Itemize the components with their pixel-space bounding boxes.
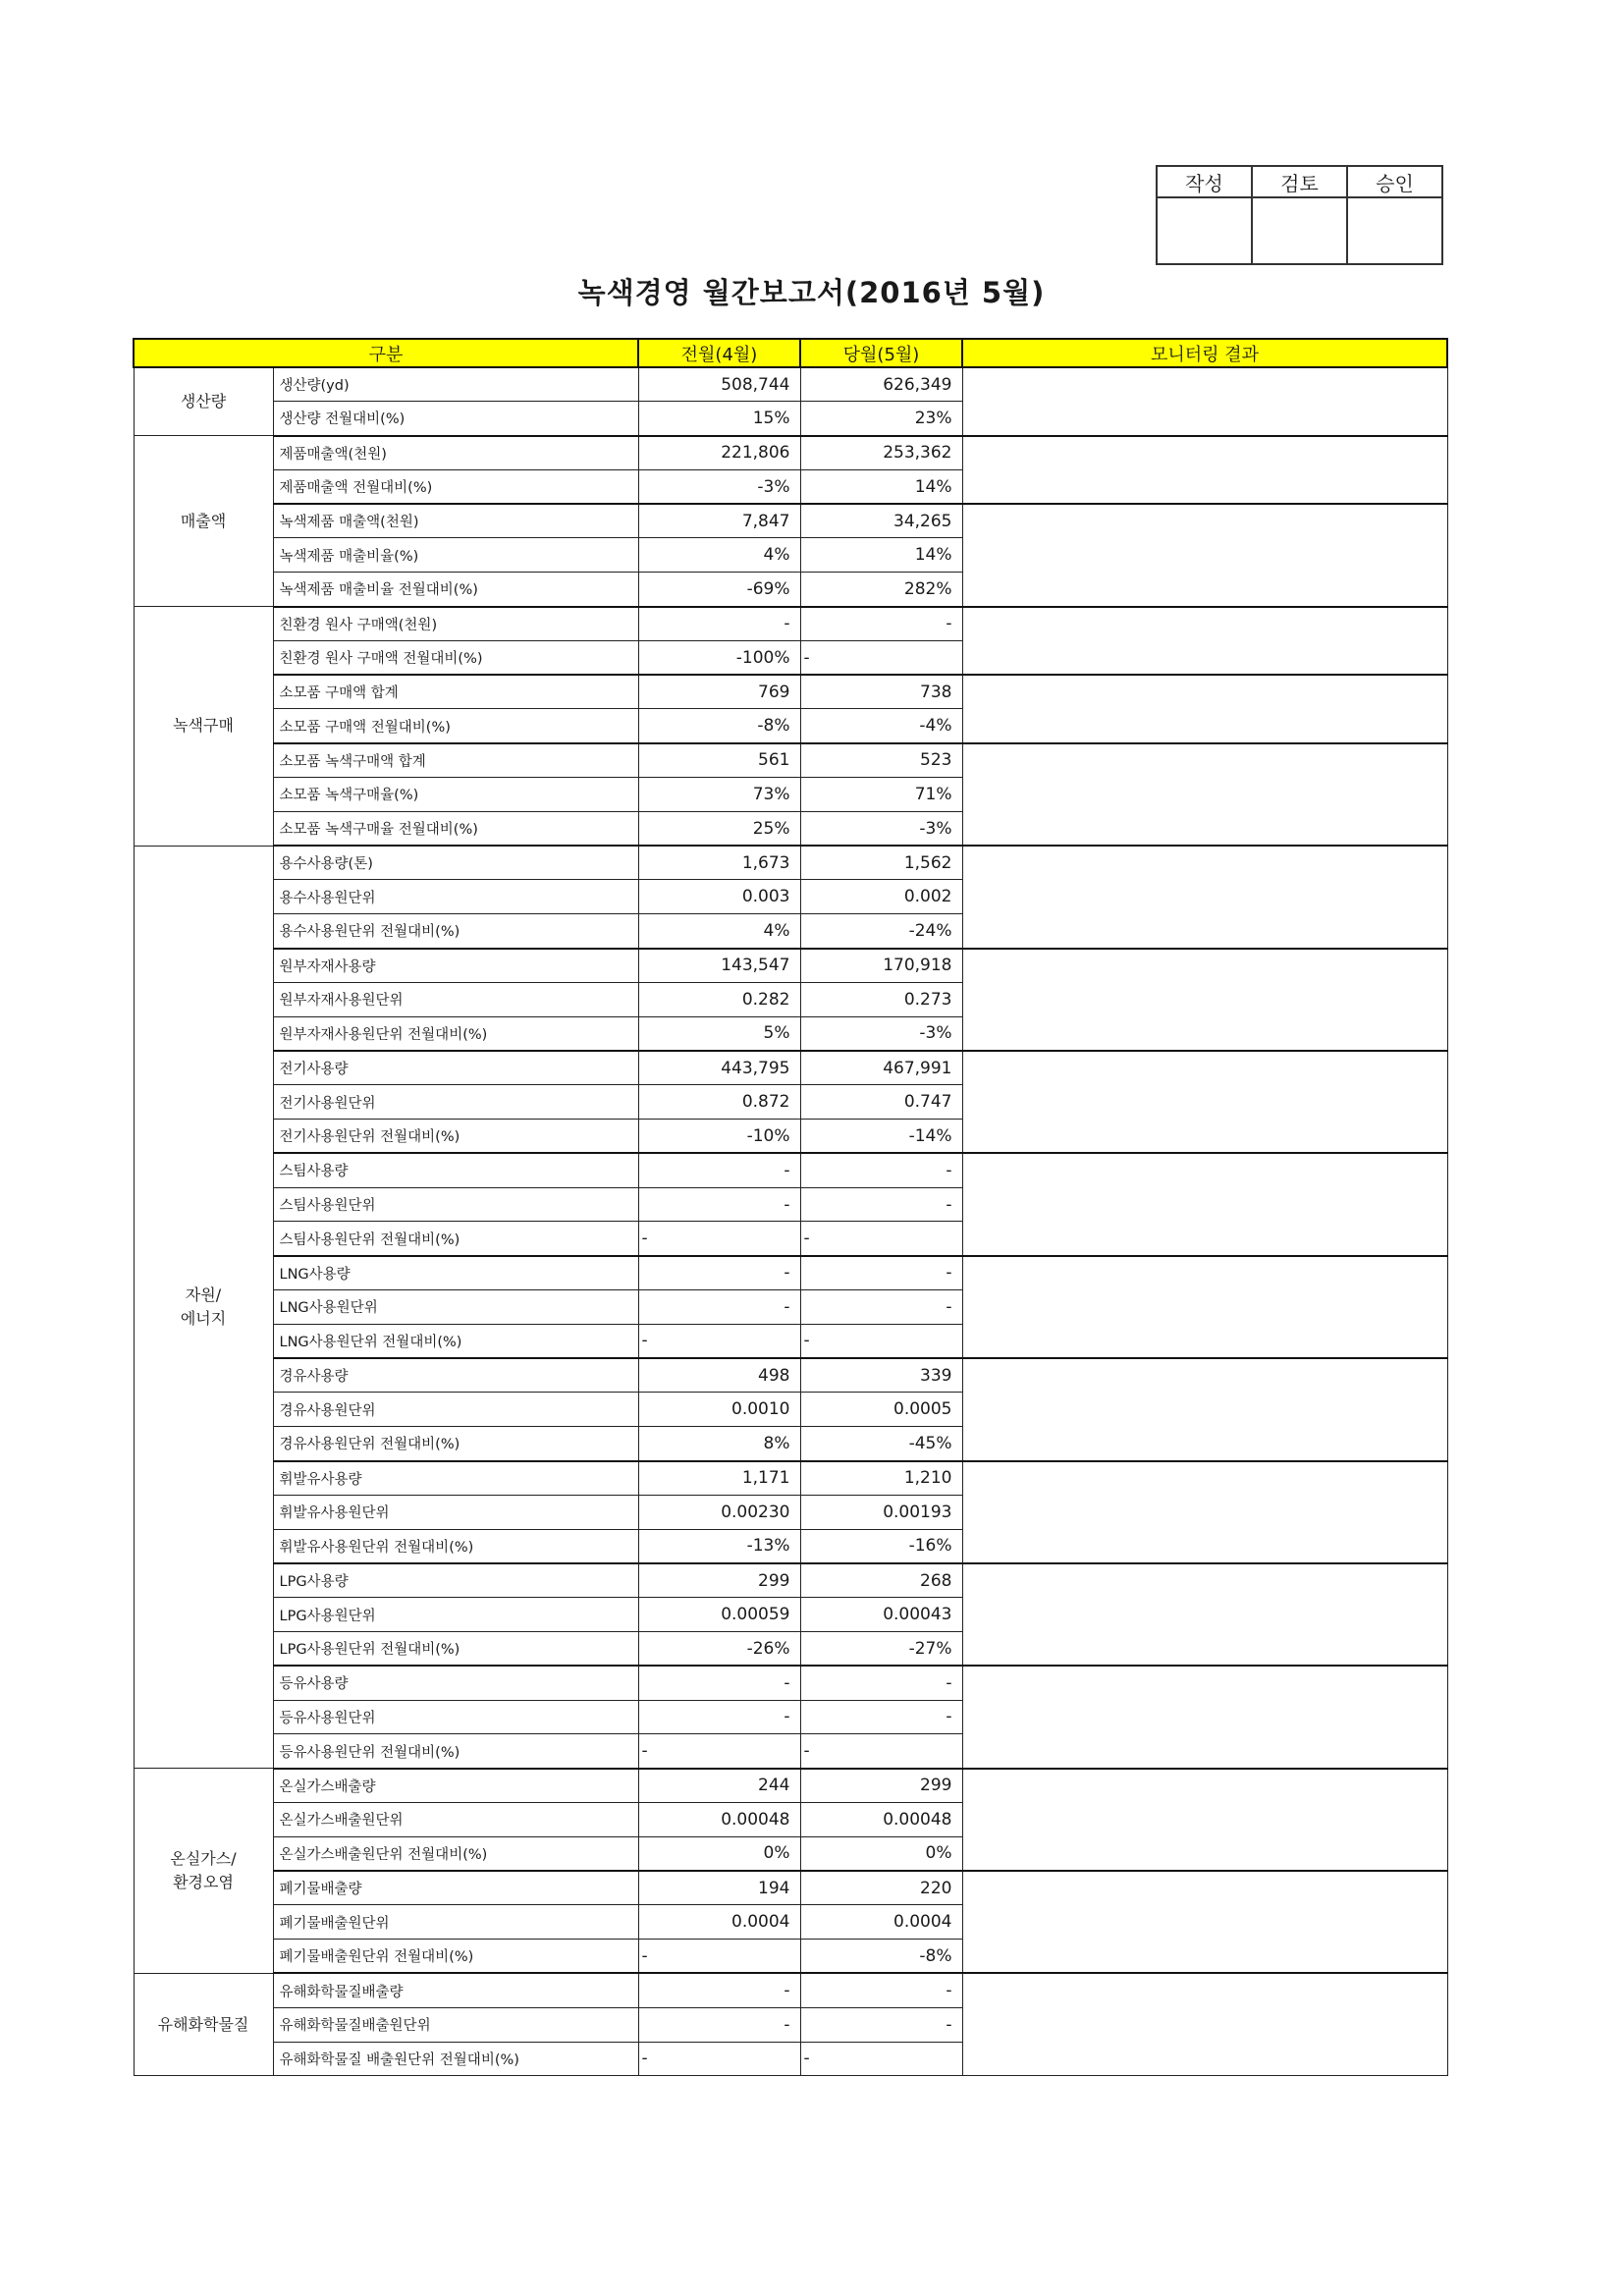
curr-month-value: 0.0004 — [800, 1905, 962, 1940]
curr-month-value: 0.747 — [800, 1085, 962, 1120]
item-label: 녹색제품 매출비율 전월대비(%) — [273, 573, 638, 607]
item-label: 휘발유사용원단위 — [273, 1495, 638, 1529]
prev-month-value: - — [638, 1940, 800, 1974]
item-label: 온실가스배출원단위 — [273, 1802, 638, 1836]
approval-header-author: 작성 — [1157, 166, 1252, 197]
prev-month-value: 0% — [638, 1836, 800, 1871]
item-label: 폐기물배출량 — [273, 1871, 638, 1905]
prev-month-value: - — [638, 1700, 800, 1734]
curr-month-value: 14% — [800, 538, 962, 573]
item-label: 용수사용원단위 — [273, 880, 638, 914]
prev-month-value: 0.872 — [638, 1085, 800, 1120]
page-title: 녹색경영 월간보고서(2016년 5월) — [577, 276, 1046, 309]
curr-month-value: - — [800, 640, 962, 675]
curr-month-value: 220 — [800, 1871, 962, 1905]
prev-month-value: 508,744 — [638, 367, 800, 402]
prev-month-value: 0.00048 — [638, 1802, 800, 1836]
table-row — [134, 1769, 1447, 1803]
item-label: 경유사용원단위 전월대비(%) — [273, 1427, 638, 1461]
header-monitoring: 모니터링 결과 — [962, 339, 1447, 367]
table-row — [134, 949, 1447, 983]
prev-month-value: - — [638, 1324, 800, 1358]
prev-month-value: - — [638, 2007, 800, 2042]
prev-month-value: 0.003 — [638, 880, 800, 914]
prev-month-value: - — [638, 1256, 800, 1290]
monitoring-result-cell — [962, 1358, 1447, 1460]
item-label: 친환경 원사 구매액 전월대비(%) — [273, 640, 638, 675]
item-label: 유해화학물질배출량 — [273, 1973, 638, 2007]
item-label: 전기사용원단위 전월대비(%) — [273, 1120, 638, 1154]
item-label: 온실가스배출량 — [273, 1769, 638, 1803]
prev-month-value: -10% — [638, 1120, 800, 1154]
curr-month-value: 0.0005 — [800, 1393, 962, 1427]
curr-month-value: - — [800, 1324, 962, 1358]
item-label: 온실가스배출원단위 전월대비(%) — [273, 1836, 638, 1871]
item-label: 유해화학물질배출원단위 — [273, 2007, 638, 2042]
category-cell-green-purchase: 녹색구매 — [134, 607, 273, 847]
table-row — [134, 1256, 1447, 1290]
prev-month-value: -13% — [638, 1529, 800, 1563]
item-label: LPG사용원단위 전월대비(%) — [273, 1631, 638, 1666]
prev-month-value: - — [638, 1290, 800, 1325]
curr-month-value: - — [800, 607, 962, 641]
curr-month-value: 0.002 — [800, 880, 962, 914]
approval-header-approve: 승인 — [1347, 166, 1442, 197]
table-row — [134, 436, 1447, 470]
monitoring-result-cell — [962, 1461, 1447, 1563]
prev-month-value: 1,171 — [638, 1461, 800, 1496]
item-label: 소모품 녹색구매율(%) — [273, 778, 638, 812]
prev-month-value: 7,847 — [638, 504, 800, 538]
prev-month-value: - — [638, 1187, 800, 1222]
curr-month-value: - — [800, 2042, 962, 2076]
curr-month-value: - — [800, 1666, 962, 1700]
item-label: LNG사용원단위 전월대비(%) — [273, 1324, 638, 1358]
prev-month-value: 1,673 — [638, 846, 800, 880]
monitoring-result-cell — [962, 949, 1447, 1051]
curr-month-value: -14% — [800, 1120, 962, 1154]
table-row — [134, 1051, 1447, 1085]
monitoring-result-cell — [962, 743, 1447, 846]
category-cell-ghg: 온실가스/ 환경오염 — [134, 1769, 273, 1974]
header-category: 구분 — [134, 339, 638, 367]
curr-month-value: 0.00193 — [800, 1495, 962, 1529]
item-label: LNG사용원단위 — [273, 1290, 638, 1325]
table-row — [134, 1358, 1447, 1393]
prev-month-value: -3% — [638, 469, 800, 504]
item-label: 소모품 녹색구매액 합계 — [273, 743, 638, 778]
item-label: LPG사용원단위 — [273, 1598, 638, 1632]
item-label: LNG사용량 — [273, 1256, 638, 1290]
report-body — [134, 367, 1447, 2076]
prev-month-value: - — [638, 1222, 800, 1256]
table-row — [134, 846, 1447, 880]
item-label: 녹색제품 매출액(천원) — [273, 504, 638, 538]
item-label: 휘발유사용량 — [273, 1461, 638, 1496]
item-label: LPG사용량 — [273, 1563, 638, 1598]
curr-month-value: - — [800, 1256, 962, 1290]
item-label: 휘발유사용원단위 전월대비(%) — [273, 1529, 638, 1563]
item-label: 경유사용량 — [273, 1358, 638, 1393]
curr-month-value: 1,562 — [800, 846, 962, 880]
curr-month-value: 0.00043 — [800, 1598, 962, 1632]
approval-box — [1156, 165, 1443, 265]
prev-month-value: 769 — [638, 675, 800, 709]
monitoring-result-cell — [962, 1666, 1447, 1768]
item-label: 스팀사용원단위 — [273, 1187, 638, 1222]
monitoring-result-cell — [962, 846, 1447, 948]
curr-month-value: -27% — [800, 1631, 962, 1666]
curr-month-value: - — [800, 1973, 962, 2007]
prev-month-value: 73% — [638, 778, 800, 812]
item-label: 용수사용원단위 전월대비(%) — [273, 914, 638, 949]
prev-month-value: 443,795 — [638, 1051, 800, 1085]
curr-month-value: 0% — [800, 1836, 962, 1871]
curr-month-value: - — [800, 1734, 962, 1769]
header-prev-month: 전월(4월) — [638, 339, 800, 367]
item-label: 원부자재사용원단위 전월대비(%) — [273, 1016, 638, 1051]
prev-month-value: -8% — [638, 709, 800, 743]
curr-month-value: -16% — [800, 1529, 962, 1563]
item-label: 용수사용량(톤) — [273, 846, 638, 880]
prev-month-value: -26% — [638, 1631, 800, 1666]
prev-month-value: 8% — [638, 1427, 800, 1461]
prev-month-value: 0.0010 — [638, 1393, 800, 1427]
monitoring-result-cell — [962, 504, 1447, 606]
item-label: 경유사용원단위 — [273, 1393, 638, 1427]
item-label: 유해화학물질 배출원단위 전월대비(%) — [273, 2042, 638, 2076]
approval-header-review: 검토 — [1252, 166, 1347, 197]
curr-month-value: -45% — [800, 1427, 962, 1461]
prev-month-value: 15% — [638, 402, 800, 436]
approval-sign-review — [1252, 197, 1347, 264]
item-label: 제품매출액 전월대비(%) — [273, 469, 638, 504]
prev-month-value: 244 — [638, 1769, 800, 1803]
table-row — [134, 1461, 1447, 1496]
monitoring-result-cell — [962, 1769, 1447, 1871]
curr-month-value: 626,349 — [800, 367, 962, 402]
prev-month-value: -100% — [638, 640, 800, 675]
item-label: 원부자재사용량 — [273, 949, 638, 983]
monitoring-result-cell — [962, 1153, 1447, 1255]
category-cell-sales: 매출액 — [134, 436, 273, 607]
table-row — [134, 1153, 1447, 1187]
curr-month-value: 71% — [800, 778, 962, 812]
item-label: 친환경 원사 구매액(천원) — [273, 607, 638, 641]
prev-month-value: - — [638, 1734, 800, 1769]
monitoring-result-cell — [962, 607, 1447, 676]
prev-month-value: 4% — [638, 538, 800, 573]
monitoring-result-cell — [962, 675, 1447, 743]
curr-month-value: 299 — [800, 1769, 962, 1803]
item-label: 생산량(yd) — [273, 367, 638, 402]
monitoring-result-cell — [962, 1973, 1447, 2075]
item-label: 녹색제품 매출비율(%) — [273, 538, 638, 573]
monitoring-result-cell — [962, 1256, 1447, 1358]
item-label: 전기사용량 — [273, 1051, 638, 1085]
curr-month-value: 282% — [800, 573, 962, 607]
item-label: 소모품 녹색구매율 전월대비(%) — [273, 811, 638, 846]
curr-month-value: 268 — [800, 1563, 962, 1598]
item-label: 제품매출액(천원) — [273, 436, 638, 470]
monitoring-result-cell — [962, 436, 1447, 505]
table-row — [134, 743, 1447, 778]
curr-month-value: 23% — [800, 402, 962, 436]
prev-month-value: 5% — [638, 1016, 800, 1051]
table-row — [134, 367, 1447, 402]
category-cell-resource: 자원/ 에너지 — [134, 846, 273, 1769]
curr-month-value: -4% — [800, 709, 962, 743]
curr-month-value: 14% — [800, 469, 962, 504]
curr-month-value: 339 — [800, 1358, 962, 1393]
monitoring-result-cell — [962, 1051, 1447, 1153]
curr-month-value: 0.00048 — [800, 1802, 962, 1836]
prev-month-value: 299 — [638, 1563, 800, 1598]
item-label: 스팀사용량 — [273, 1153, 638, 1187]
item-label: 폐기물배출원단위 전월대비(%) — [273, 1940, 638, 1974]
prev-month-value: 561 — [638, 743, 800, 778]
prev-month-value: 194 — [638, 1871, 800, 1905]
prev-month-value: 0.0004 — [638, 1905, 800, 1940]
item-label: 스팀사용원단위 전월대비(%) — [273, 1222, 638, 1256]
prev-month-value: 4% — [638, 914, 800, 949]
table-row — [134, 1871, 1447, 1905]
curr-month-value: - — [800, 1222, 962, 1256]
monitoring-result-cell — [962, 1563, 1447, 1666]
table-row — [134, 675, 1447, 709]
curr-month-value: - — [800, 2007, 962, 2042]
monitoring-result-cell — [962, 367, 1447, 436]
curr-month-value: -8% — [800, 1940, 962, 1974]
item-label: 등유사용원단위 — [273, 1700, 638, 1734]
approval-sign-approve — [1347, 197, 1442, 264]
curr-month-value: -3% — [800, 1016, 962, 1051]
table-row — [134, 1973, 1447, 2007]
item-label: 원부자재사용원단위 — [273, 982, 638, 1016]
item-label: 소모품 구매액 합계 — [273, 675, 638, 709]
prev-month-value: - — [638, 2042, 800, 2076]
table-row — [134, 504, 1447, 538]
header-curr-month: 당월(5월) — [800, 339, 962, 367]
table-row — [134, 1666, 1447, 1700]
prev-month-value: -69% — [638, 573, 800, 607]
monitoring-result-cell — [962, 1871, 1447, 1973]
category-cell-production: 생산량 — [134, 367, 273, 436]
item-label: 등유사용원단위 전월대비(%) — [273, 1734, 638, 1769]
report-table — [133, 338, 1448, 2076]
prev-month-value: - — [638, 607, 800, 641]
curr-month-value: 253,362 — [800, 436, 962, 470]
curr-month-value: 0.273 — [800, 982, 962, 1016]
item-label: 등유사용량 — [273, 1666, 638, 1700]
table-row — [134, 607, 1447, 641]
prev-month-value: - — [638, 1153, 800, 1187]
curr-month-value: -3% — [800, 811, 962, 846]
table-row — [134, 1563, 1447, 1598]
prev-month-value: 0.00230 — [638, 1495, 800, 1529]
curr-month-value: 1,210 — [800, 1461, 962, 1496]
item-label: 전기사용원단위 — [273, 1085, 638, 1120]
curr-month-value: - — [800, 1290, 962, 1325]
curr-month-value: 738 — [800, 675, 962, 709]
curr-month-value: 467,991 — [800, 1051, 962, 1085]
curr-month-value: 170,918 — [800, 949, 962, 983]
curr-month-value: 34,265 — [800, 504, 962, 538]
curr-month-value: - — [800, 1700, 962, 1734]
prev-month-value: 221,806 — [638, 436, 800, 470]
curr-month-value: - — [800, 1187, 962, 1222]
prev-month-value: 25% — [638, 811, 800, 846]
curr-month-value: -24% — [800, 914, 962, 949]
curr-month-value: - — [800, 1153, 962, 1187]
approval-sign-author — [1157, 197, 1252, 264]
prev-month-value: 143,547 — [638, 949, 800, 983]
prev-month-value: - — [638, 1973, 800, 2007]
prev-month-value: 498 — [638, 1358, 800, 1393]
item-label: 폐기물배출원단위 — [273, 1905, 638, 1940]
category-cell-hazardous: 유해화학물질 — [134, 1973, 273, 2075]
prev-month-value: 0.282 — [638, 982, 800, 1016]
item-label: 생산량 전월대비(%) — [273, 402, 638, 436]
table-header-row — [134, 339, 1447, 367]
prev-month-value: - — [638, 1666, 800, 1700]
curr-month-value: 523 — [800, 743, 962, 778]
item-label: 소모품 구매액 전월대비(%) — [273, 709, 638, 743]
prev-month-value: 0.00059 — [638, 1598, 800, 1632]
